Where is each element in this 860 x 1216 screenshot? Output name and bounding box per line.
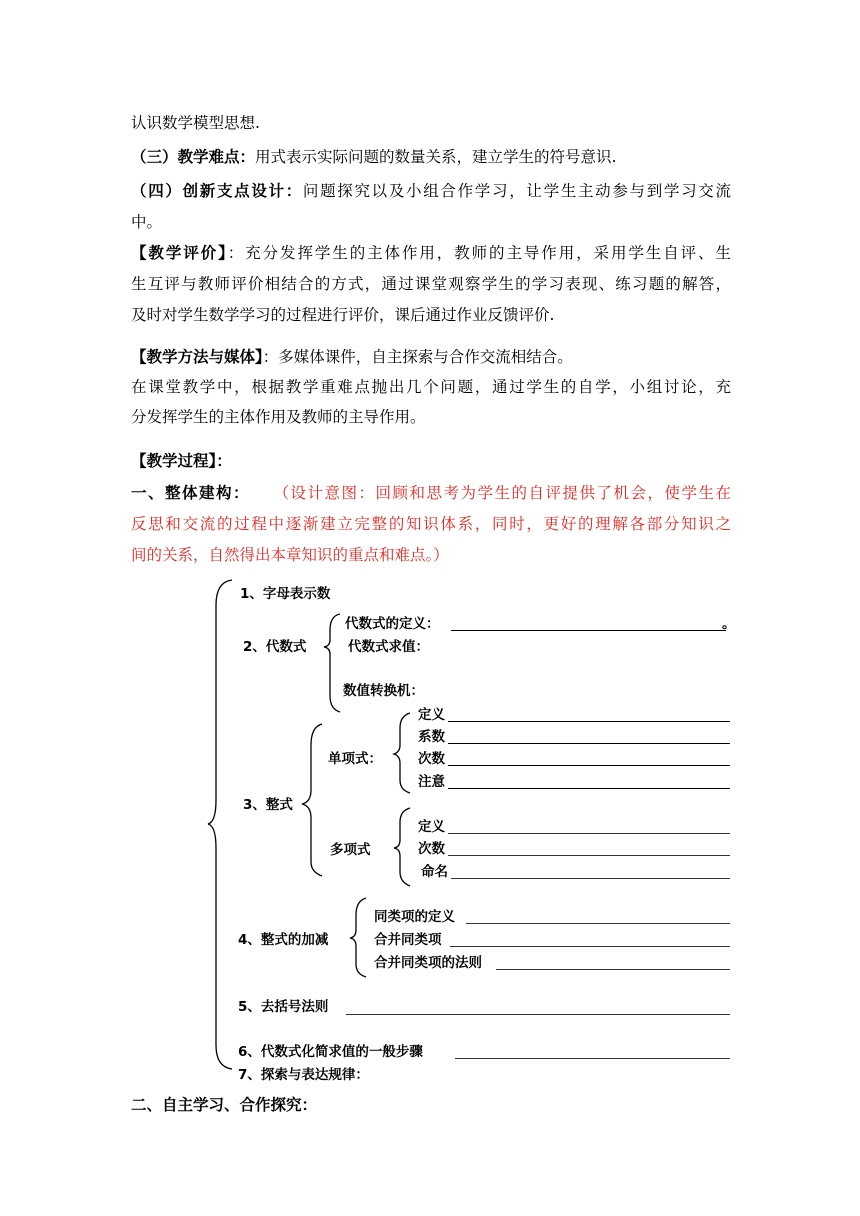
method-text-2: 在课堂教学中，根据教学重难点抛出几个问题，通过学生的自学，小组讨论，充 (131, 378, 731, 396)
brace-polynomial (394, 808, 410, 886)
brace-monomial (394, 713, 410, 793)
outline-item-4: 4、整式的加减 (238, 932, 329, 948)
outline-polynomial: 多项式 (330, 842, 371, 858)
blank-6[interactable] (455, 1058, 730, 1059)
blank-mono-coef[interactable] (448, 743, 730, 744)
outline-item-6: 6、代数式化简求值的一般步骤 (238, 1044, 423, 1060)
outline-2a-end: 。 (722, 616, 736, 632)
brace-zhengshi (302, 724, 322, 876)
difficulty-text: 用式表示实际问题的数量关系，建立学生的符号意识. (255, 148, 617, 166)
outline-2a: 代数式的定义： (345, 616, 440, 632)
blank-mono-note[interactable] (448, 788, 730, 789)
method-label: 【教学方法与媒体】 (131, 348, 263, 366)
outline-2b: 代数式求值： (348, 639, 429, 655)
section2-label: 二、自主学习、合作探究： (131, 1096, 318, 1114)
process-label: 【教学过程】： (131, 452, 232, 470)
evaluation-text-2: 生互评与教师评价相结合的方式，通过课堂观察学生的学习表现、练习题的解答， (131, 275, 731, 293)
section1-line-3 (131, 544, 731, 566)
outline-item-1: 1、字母表示数 (240, 586, 331, 602)
innovation-line (131, 180, 731, 202)
outline-item-5: 5、去括号法则 (238, 999, 329, 1015)
outline-item-3: 3、整式 (243, 797, 293, 813)
mono-def: 定义 (418, 707, 445, 723)
design-intent-3: 间的关系，自然得出本章知识的重点和难点。） (131, 546, 449, 564)
section1-label: 一、整体建构： (131, 484, 250, 502)
main-brace (208, 580, 232, 1069)
brace-addsub (350, 898, 366, 977)
method-line-1 (131, 346, 731, 368)
outline-item-2: 2、代数式 (243, 639, 307, 655)
section2-heading (131, 1094, 731, 1116)
outline-4c: 合并同类项的法则 (374, 955, 482, 971)
innovation-label: （四）创新支点设计： (131, 182, 303, 200)
section1-line-2 (131, 513, 731, 535)
paragraph-line-1 (131, 112, 731, 134)
poly-naming: 命名 (421, 864, 448, 880)
difficulty-label: （三）教学难点： (131, 148, 256, 166)
process-heading (131, 450, 731, 472)
text-model-thought: 认识数学模型思想. (131, 114, 260, 132)
blank-4c[interactable] (496, 969, 730, 970)
outline-2c: 数值转换机： (343, 683, 424, 699)
blank-poly-def[interactable] (448, 833, 730, 834)
poly-degree: 次数 (418, 841, 445, 857)
blank-4b[interactable] (450, 946, 730, 947)
method-line-2 (131, 376, 731, 398)
outline-4b: 合并同类项 (374, 932, 442, 948)
outline-item-7: 7、探索与表达规律： (238, 1067, 369, 1083)
evaluation-line-1 (131, 242, 731, 264)
blank-4a[interactable] (466, 923, 730, 924)
brace-daishushi (324, 614, 340, 712)
evaluation-text-3: 及时对学生数学学习的过程进行评价，课后通过作业反馈评价. (131, 306, 555, 324)
evaluation-line-2 (131, 273, 731, 295)
method-text-3: 分发挥学生的主体作用及教师的主导作用。 (131, 408, 426, 426)
blank-5[interactable] (346, 1014, 730, 1015)
method-text: ：多媒体课件，自主探索与合作交流相结合。 (262, 348, 573, 366)
design-intent-a: （设计意图：回顾和 (272, 484, 427, 502)
evaluation-text-1: ：充分发挥学生的主体作用，教师的主导作用，采用学生自评、生 (227, 244, 731, 262)
difficulty-line (131, 146, 731, 168)
mono-coef: 系数 (418, 729, 445, 745)
design-intent-2: 反思和交流的过程中逐渐建立完整的知识体系，同时，更好的理解各部分知识之 (131, 515, 731, 533)
blank-mono-def[interactable] (448, 721, 730, 722)
evaluation-line-3 (131, 304, 731, 326)
innovation-line-cont (131, 211, 731, 233)
blank-poly-naming[interactable] (451, 878, 730, 879)
blank-mono-degree[interactable] (448, 765, 730, 766)
blank-poly-degree[interactable] (448, 855, 730, 856)
outline-monomial: 单项式： (328, 751, 382, 767)
innovation-cont-text: 中。 (131, 213, 163, 231)
section1-line-1 (131, 482, 731, 504)
innovation-text: 问题探究以及小组合作学习，让学生主动参与到学习交流 (302, 182, 731, 200)
outline-4a: 同类项的定义 (374, 909, 455, 925)
mono-degree: 次数 (418, 751, 445, 767)
evaluation-label: 【教学评价】 (131, 244, 228, 262)
poly-def: 定义 (418, 819, 445, 835)
method-line-3 (131, 406, 731, 428)
blank-2a[interactable] (451, 630, 726, 631)
design-intent-b: 思考为学生的自评提供了机会，使学生在 (426, 484, 731, 502)
mono-note: 注意 (418, 774, 445, 790)
